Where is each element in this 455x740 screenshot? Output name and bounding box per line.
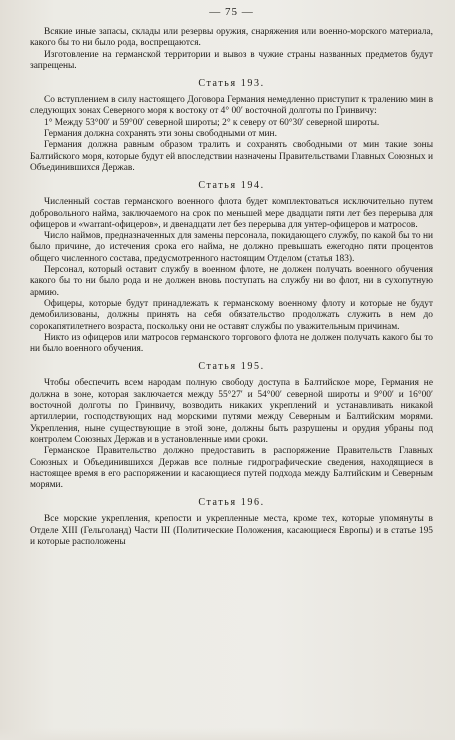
paragraph: Персонал, который оставит службу в военном флоте, не должен получать военного обучения какого бы то ни было рода и не должен вновь поступать на службу ни во флот, ни в сухопутную армию. <box>30 265 433 298</box>
paragraph: Германское Правительство должно предоставить в распоряжение Правительств Главных Союзных и Объединившихся Держав все полные гидрографические сведения, находящиеся в настоящее время в его распоряжении и касающиеся путей подхода между Балтийским и Северным морями. <box>30 446 433 491</box>
paragraph: Численный состав германского военного флота будет комплектоваться исключительно путем добровольного найма, заключаемого на срок по меньшей мере двадцати пяти лет без перерыва для офицеров и «warrant-офицеров», и двенадцати лет без перерыва для унтер-офицеров и матросов. <box>30 197 433 230</box>
paragraph: Чтобы обеспечить всем народам полную свободу доступа в Балтийское море, Германия не должна в зоне, которая заключается между 55°27′ и 54°00′ северной широты и 9°00′ и 16°00′ восточной долготы по Гринвичу, возводить никаких укреплений и устанавливать никакой артиллерии, господствующих над морскими путями между Северным и Балтийским морями. Укрепления, ныне существующие в этой зоне, должны быть разрушены и орудия убраны под контролем Союзных Держав и в установленные ими сроки. <box>30 378 433 445</box>
paragraph: Германия должна равным образом тралить и сохранять свободными от мин такие зоны Балтийского моря, которые будут ей впоследствии назначены Правительствами Главных Союзных и Объединившихся Держав. <box>30 140 433 173</box>
paragraph: Изготовление на германской территории и вывоз в чужие страны названных предметов будут запрещены. <box>30 49 433 71</box>
paragraph: Офицеры, которые будут принадлежать к германскому военному флоту и которые не будут демобилизованы, должны принять на себя обязательство продолжать служить в нем до сорокапятилетнего возраста, поскольку они не оставят службы по уважительным причинам. <box>30 298 433 332</box>
paragraph: Со вступлением в силу настоящего Договора Германия немедленно приступит к тралению мин в следующих зонах Северного моря к востоку от 4° 00′ восточной долготы по Гринвичу: <box>30 95 433 117</box>
article-heading: Статья 193. <box>198 78 265 90</box>
article-heading: Статья 196. <box>198 497 265 509</box>
article-heading: Статья 195. <box>198 361 265 373</box>
page-bottom-fade <box>0 728 455 740</box>
paragraph: Германия должна сохранять эти зоны свободными от мин. <box>44 129 277 140</box>
document-body <box>30 27 433 548</box>
paragraph: Никто из офицеров или матросов германского торгового флота не должен получать какого бы то ни было военного обучения. <box>30 332 433 355</box>
paragraph: Всякие иные запасы, склады или резервы оружия, снаряжения или военно-морского материала, какого бы то ни было рода, воспрещаются. <box>30 27 433 49</box>
paragraph: 1° Между 53°00′ и 59°00′ северной широты; 2° к северу от 60°30′ северной широты. <box>44 117 380 128</box>
page-number: — 75 — <box>209 6 254 18</box>
paragraph: Число наймов, предназначенных для замены персонала, покидающего службу, по какой бы то ни было причине, до истечения срока его найма, не должно превышать ежегодно пяти процентов общего численного состава, предусмотренного настоящим Отделом (статья 183). <box>30 231 433 264</box>
paragraph: Все морские укрепления, крепости и укрепленные места, кроме тех, которые упомянуты в Отделе XIII (Гельголанд) Части III (Политические Положения, касающиеся Европы) и в статье 195 и которые расположены <box>30 514 433 547</box>
article-heading: Статья 194. <box>198 180 265 192</box>
